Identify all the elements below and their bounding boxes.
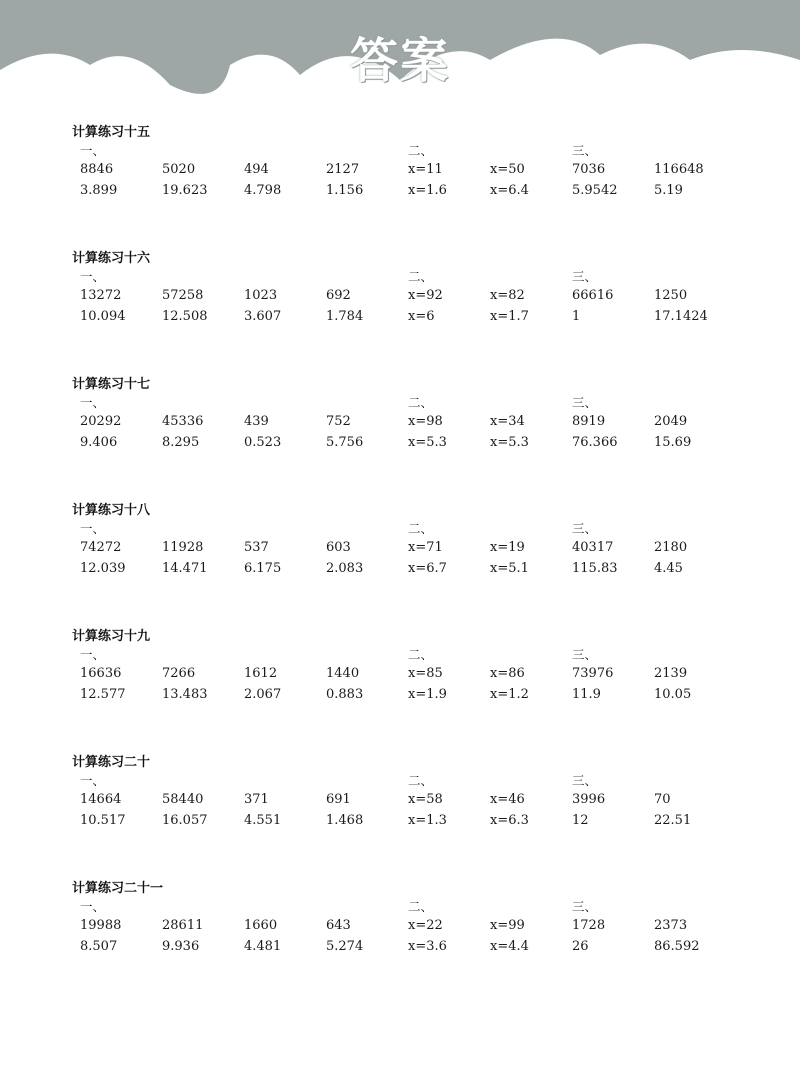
- answer-value: 8.507: [80, 939, 118, 954]
- answer-value: 14664: [80, 792, 122, 807]
- answer-value: x=34: [490, 414, 525, 429]
- section-title: 计算练习十五: [72, 125, 151, 140]
- answer-value: x=6.4: [490, 183, 529, 198]
- answer-value: x=11: [408, 162, 443, 177]
- exercise-section: [0, 121, 800, 231]
- answer-value: 9.936: [162, 939, 200, 954]
- exercise-section: [0, 751, 800, 861]
- answer-value: x=1.9: [408, 687, 447, 702]
- answer-value: x=46: [490, 792, 525, 807]
- section-title: 计算练习十六: [72, 251, 151, 266]
- answer-value: 116648: [654, 162, 704, 177]
- part-label-three: 三、: [572, 899, 598, 914]
- answer-value: 692: [326, 288, 351, 303]
- answer-value: x=22: [408, 918, 443, 933]
- answer-value: 0.523: [244, 435, 282, 450]
- answer-value: 8.295: [162, 435, 200, 450]
- answer-value: 70: [654, 792, 671, 807]
- answer-value: 2.067: [244, 687, 282, 702]
- answer-value: 1660: [244, 918, 278, 933]
- answer-value: 3.607: [244, 309, 282, 324]
- answer-value: 1728: [572, 918, 606, 933]
- answer-value: 74272: [80, 540, 122, 555]
- answer-value: 2049: [654, 414, 688, 429]
- answer-value: 16636: [80, 666, 122, 681]
- answer-value: 17.1424: [654, 309, 708, 324]
- exercise-section: [0, 625, 800, 735]
- answer-value: 11928: [162, 540, 204, 555]
- answer-value: x=98: [408, 414, 443, 429]
- answer-value: 10.517: [80, 813, 126, 828]
- answer-value: 1023: [244, 288, 278, 303]
- answer-value: x=6.3: [490, 813, 529, 828]
- answer-value: 14.471: [162, 561, 208, 576]
- answer-value: x=5.1: [490, 561, 529, 576]
- answer-value: 603: [326, 540, 351, 555]
- part-label-one: 一、: [80, 143, 106, 158]
- part-label-three: 三、: [572, 269, 598, 284]
- answer-value: 58440: [162, 792, 204, 807]
- part-label-one: 一、: [80, 773, 106, 788]
- part-label-two: 二、: [408, 647, 434, 662]
- answer-value: 16.057: [162, 813, 208, 828]
- answer-value: x=1.3: [408, 813, 447, 828]
- answer-value: x=50: [490, 162, 525, 177]
- answer-value: 371: [244, 792, 269, 807]
- part-label-two: 二、: [408, 269, 434, 284]
- answer-value: 0.883: [326, 687, 364, 702]
- section-title: 计算练习二十一: [72, 881, 164, 896]
- answer-value: 4.45: [654, 561, 683, 576]
- answer-value: 4.551: [244, 813, 282, 828]
- answer-value: 2127: [326, 162, 360, 177]
- answer-value: 22.51: [654, 813, 692, 828]
- answer-value: x=92: [408, 288, 443, 303]
- answer-value: x=99: [490, 918, 525, 933]
- answer-value: 66616: [572, 288, 614, 303]
- answer-value: 2139: [654, 666, 688, 681]
- answer-value: 752: [326, 414, 351, 429]
- answer-value: x=71: [408, 540, 443, 555]
- answer-value: 4.798: [244, 183, 282, 198]
- part-label-two: 二、: [408, 899, 434, 914]
- answer-value: 4.481: [244, 939, 282, 954]
- answer-value: x=1.6: [408, 183, 447, 198]
- exercise-section: [0, 247, 800, 357]
- part-label-one: 一、: [80, 521, 106, 536]
- answer-value: 12: [572, 813, 589, 828]
- answer-value: 26: [572, 939, 589, 954]
- answer-value: 5.274: [326, 939, 364, 954]
- answer-value: 2373: [654, 918, 688, 933]
- answer-value: 10.094: [80, 309, 126, 324]
- answer-value: 3996: [572, 792, 606, 807]
- part-label-three: 三、: [572, 143, 598, 158]
- answer-value: x=19: [490, 540, 525, 555]
- answer-value: 2.083: [326, 561, 364, 576]
- part-label-two: 二、: [408, 395, 434, 410]
- exercise-section: [0, 373, 800, 483]
- answer-value: x=85: [408, 666, 443, 681]
- answer-value: 57258: [162, 288, 204, 303]
- answer-value: 5020: [162, 162, 196, 177]
- answer-value: x=1.2: [490, 687, 529, 702]
- answer-value: 439: [244, 414, 269, 429]
- answer-value: x=86: [490, 666, 525, 681]
- answer-value: 6.175: [244, 561, 282, 576]
- part-label-one: 一、: [80, 647, 106, 662]
- exercise-section: [0, 877, 800, 987]
- section-title: 计算练习十九: [72, 629, 151, 644]
- answer-value: 8919: [572, 414, 606, 429]
- answer-value: 2180: [654, 540, 688, 555]
- answer-value: 20292: [80, 414, 122, 429]
- answer-value: 45336: [162, 414, 204, 429]
- exercise-section: [0, 499, 800, 609]
- answer-value: 1250: [654, 288, 688, 303]
- answer-value: 1440: [326, 666, 360, 681]
- header-banner: [0, 0, 800, 125]
- part-label-three: 三、: [572, 395, 598, 410]
- answer-value: 10.05: [654, 687, 692, 702]
- section-title: 计算练习十八: [72, 503, 151, 518]
- section-title: 计算练习十七: [72, 377, 151, 392]
- part-label-two: 二、: [408, 773, 434, 788]
- answer-value: 1612: [244, 666, 278, 681]
- answer-value: 13.483: [162, 687, 208, 702]
- answer-value: 12.039: [80, 561, 126, 576]
- answer-value: 13272: [80, 288, 122, 303]
- part-label-three: 三、: [572, 521, 598, 536]
- answer-value: x=1.7: [490, 309, 529, 324]
- part-label-three: 三、: [572, 647, 598, 662]
- answer-value: 7266: [162, 666, 196, 681]
- answer-value: 15.69: [654, 435, 692, 450]
- answer-value: 86.592: [654, 939, 700, 954]
- answer-value: x=58: [408, 792, 443, 807]
- answer-value: 76.366: [572, 435, 618, 450]
- answer-value: x=5.3: [490, 435, 529, 450]
- part-label-one: 一、: [80, 269, 106, 284]
- answer-value: 691: [326, 792, 351, 807]
- answer-value: x=6: [408, 309, 435, 324]
- answer-value: 643: [326, 918, 351, 933]
- part-label-one: 一、: [80, 899, 106, 914]
- answer-value: 5.756: [326, 435, 364, 450]
- answer-value: 1.468: [326, 813, 364, 828]
- answer-value: 19.623: [162, 183, 208, 198]
- answer-value: x=4.4: [490, 939, 529, 954]
- part-label-two: 二、: [408, 521, 434, 536]
- answer-value: x=82: [490, 288, 525, 303]
- answer-value: 28611: [162, 918, 204, 933]
- answer-value: 115.83: [572, 561, 618, 576]
- answer-value: 5.19: [654, 183, 683, 198]
- answer-value: 19988: [80, 918, 122, 933]
- part-label-one: 一、: [80, 395, 106, 410]
- answer-value: 3.899: [80, 183, 118, 198]
- answer-value: x=3.6: [408, 939, 447, 954]
- answer-value: 1: [572, 309, 581, 324]
- answer-value: 537: [244, 540, 269, 555]
- answer-value: 494: [244, 162, 269, 177]
- answer-value: 5.9542: [572, 183, 618, 198]
- answer-value: x=5.3: [408, 435, 447, 450]
- answer-value: 1.784: [326, 309, 364, 324]
- answer-value: 8846: [80, 162, 114, 177]
- part-label-three: 三、: [572, 773, 598, 788]
- answer-value: 73976: [572, 666, 614, 681]
- page-title: 答案: [349, 33, 450, 89]
- answer-value: x=6.7: [408, 561, 447, 576]
- answer-value: 40317: [572, 540, 614, 555]
- answer-value: 1.156: [326, 183, 364, 198]
- answer-value: 12.577: [80, 687, 126, 702]
- answer-value: 11.9: [572, 687, 601, 702]
- answer-value: 7036: [572, 162, 606, 177]
- answer-value: 9.406: [80, 435, 118, 450]
- section-title: 计算练习二十: [72, 755, 151, 770]
- answer-value: 12.508: [162, 309, 208, 324]
- part-label-two: 二、: [408, 143, 434, 158]
